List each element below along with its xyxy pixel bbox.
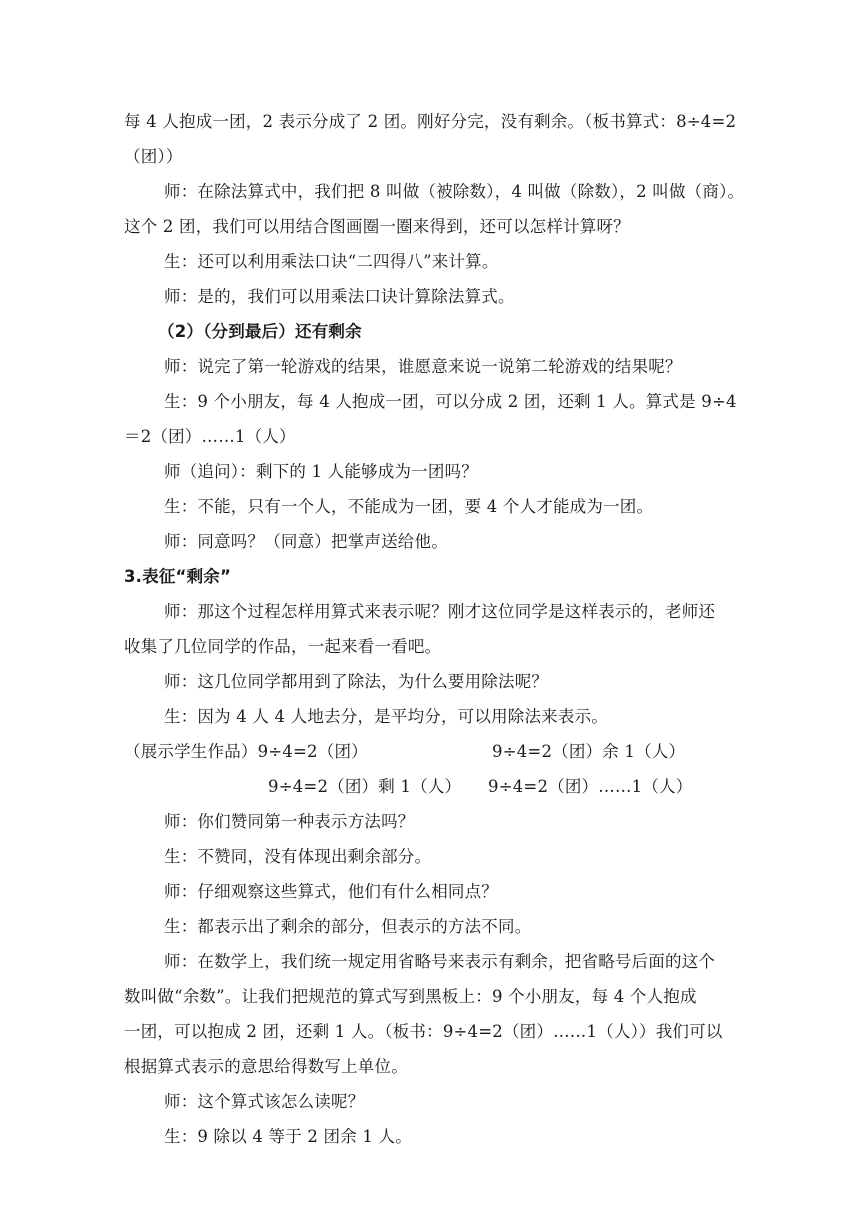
text-line: 师：是的，我们可以用乘法口诀计算除法算式。 bbox=[164, 287, 515, 306]
text-line: 生：9 除以 4 等于 2 团余 1 人。 bbox=[164, 1127, 412, 1146]
text-line: 师（追问）：剩下的 1 人能够成为一团吗？ bbox=[164, 462, 478, 481]
text-line: 生：不赞同，没有体现出剩余部分。 bbox=[164, 847, 432, 866]
text-line: 师：在数学上，我们统一规定用省略号来表示有剩余，把省略号后面的这个 bbox=[164, 952, 716, 971]
student-work-2: 9÷4=2（团）余 1（人） bbox=[492, 742, 686, 761]
subsection-heading: （2）（分到最后）还有剩余 bbox=[158, 322, 362, 341]
text-line: 生：都表示出了剩余的部分，但表示的方法不同。 bbox=[164, 917, 532, 936]
text-line: 师：同意吗？（同意）把掌声送给他。 bbox=[164, 532, 448, 551]
text-line: 这个 2 团，我们可以用结合图画圈一圈来得到，还可以怎样计算呀？ bbox=[124, 217, 630, 236]
text-line: 师：这个算式该怎么读呢？ bbox=[164, 1092, 365, 1111]
student-work-3: 9÷4=2（团）剩 1（人） bbox=[268, 777, 462, 796]
text-line: ＝2（团）……1（人） bbox=[124, 427, 296, 446]
text-line: 一团，可以抱成 2 团，还剩 1 人。（板书：9÷4=2（团）……1（人））我们可以 bbox=[124, 1022, 723, 1041]
text-line: 数叫做“余数”。让我们把规范的算式写到黑板上：9 个小朋友，每 4 个人抱成 bbox=[124, 987, 697, 1006]
text-line: 生：不能，只有一个人，不能成为一团，要 4 个人才能成为一团。 bbox=[164, 497, 654, 516]
text-line: 根据算式表示的意思给得数写上单位。 bbox=[124, 1057, 408, 1076]
text-line: 收集了几位同学的作品，一起来看一看吧。 bbox=[124, 637, 442, 656]
student-work-4: 9÷4=2（团）……1（人） bbox=[488, 777, 693, 796]
student-work-1: （展示学生作品）9÷4=2（团） bbox=[124, 742, 368, 761]
text-line: 师：在除法算式中，我们把 8 叫做（被除数），4 叫做（除数），2 叫做（商）。 bbox=[164, 182, 745, 201]
text-line: 师：这几位同学都用到了除法，为什么要用除法呢？ bbox=[164, 672, 549, 691]
text-line: 生：9 个小朋友，每 4 人抱成一团，可以分成 2 团，还剩 1 人。算式是 9÷4 bbox=[164, 392, 737, 411]
text-line: 生：还可以利用乘法口诀“二四得八”来计算。 bbox=[164, 252, 499, 271]
text-line: 师：说完了第一轮游戏的结果，谁愿意来说一说第二轮游戏的结果呢？ bbox=[164, 357, 682, 376]
text-line: 师：仔细观察这些算式，他们有什么相同点？ bbox=[164, 882, 498, 901]
section-heading: 3.表征“剩余” bbox=[124, 567, 232, 586]
text-line: 师：那这个过程怎样用算式来表示呢？刚才这位同学是这样表示的，老师还 bbox=[164, 602, 716, 621]
text-line: 每 4 人抱成一团，2 表示分成了 2 团。刚好分完，没有剩余。（板书算式：8÷4=2 bbox=[124, 112, 737, 131]
text-line: 师：你们赞同第一种表示方法吗？ bbox=[164, 812, 415, 831]
text-line: （团）） bbox=[124, 147, 183, 166]
text-line: 生：因为 4 人 4 人地去分，是平均分，可以用除法来表示。 bbox=[164, 707, 608, 726]
